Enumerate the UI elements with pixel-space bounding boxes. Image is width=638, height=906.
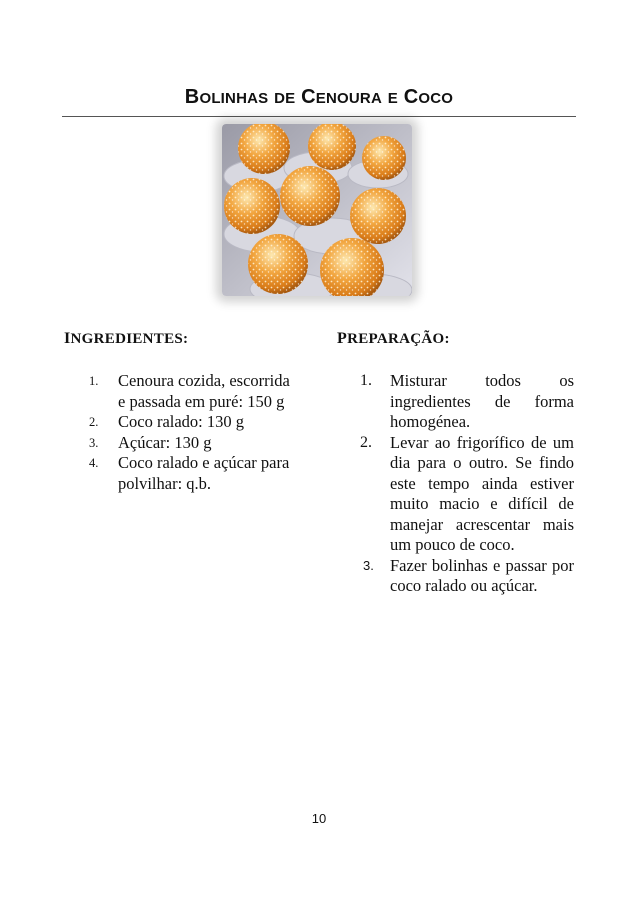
title-word-5: COCO — [403, 86, 454, 108]
title-word-2: DE — [274, 90, 296, 107]
preparation-list — [360, 371, 574, 597]
list-item: 3. Fazer bolinhas e passar por coco ralado ou açúcar. — [363, 555, 574, 595]
list-item: 1. Cenoura cozida, escorrida e passada em puré: 150 g — [89, 371, 290, 411]
ingredients-list — [89, 371, 296, 494]
list-item: 2. Levar ao frigorífico de um dia para o outro. Se findo este tempo ainda estiver muito macio e difícil de manejar acrescentar mais um pouco de coco. — [360, 432, 574, 554]
list-item: 2. Coco ralado: 130 g — [89, 412, 245, 431]
preparation-heading: PREPARAÇÃO: — [337, 330, 450, 347]
title-word-3: CENOURA — [301, 86, 382, 108]
title-underline — [62, 116, 576, 117]
list-item: 3. Açúcar: 130 g — [89, 432, 212, 452]
title-word-1: BOLINHAS — [184, 86, 269, 108]
recipe-photo — [222, 124, 412, 296]
list-item: 4. Coco ralado e açúcar para polvilhar: q.b. — [89, 453, 290, 493]
title-word-4: E — [387, 90, 398, 107]
ingredients-heading: INGREDIENTES: — [64, 330, 189, 347]
page-title — [0, 86, 638, 109]
list-item: 1. Misturar todos os ingredientes de forma homogénea. — [360, 371, 574, 431]
page-number: 10 — [311, 811, 327, 826]
